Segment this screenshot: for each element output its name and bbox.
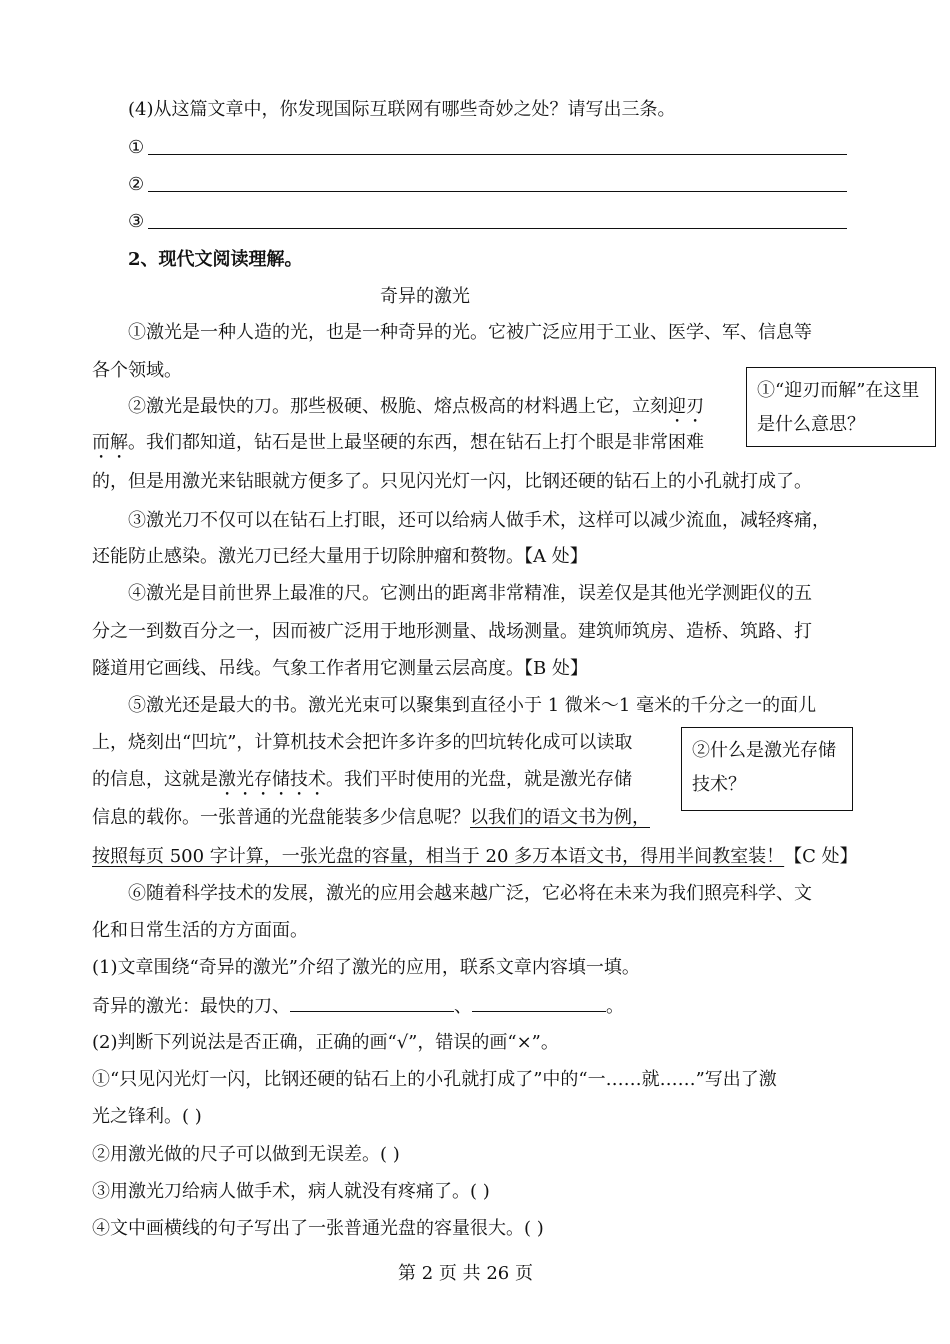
paragraph-5-line-2: 上，烧刻出“凹坑”，计算机技术会把许多许多的凹坑转化成可以读取 — [92, 732, 633, 753]
question-1: (1)文章围绕“奇异的激光”介绍了激光的应用，联系文章内容填一填。 — [92, 957, 640, 978]
paragraph-5-text-a: 的信息，这就是 — [92, 769, 218, 790]
paragraph-2-text-b: 。我们都知道，钻石是世上最坚硬的东西，想在钻石上打个眼是非常困难 — [128, 432, 704, 453]
paragraph-4-line-2: 分之一到数百分之一，因而被广泛用于地形测量、战场测量。建筑师筑房、造桥、筑路、打 — [92, 621, 812, 642]
paragraph-5-line-1: ⑤激光还是最大的书。激光光束可以聚集到直径小于 1 微米～1 毫米的千分之一的面儿 — [128, 695, 817, 716]
paragraph-5-marker-c: 【C 处】 — [784, 846, 858, 867]
question-2-item-4[interactable]: ④文中画横线的句子写出了一张普通光盘的容量很大。( ) — [92, 1218, 544, 1239]
paragraph-1-line-1: ①激光是一种人造的光，也是一种奇异的光。它被广泛应用于工业、医学、军、信息等 — [128, 322, 812, 343]
underlined-sentence-part-2: 按照每页 500 字计算，一张光盘的容量，相当于 20 多万本语文书，得用半间教室装！ — [92, 846, 785, 867]
underlined-sentence-part-1: 以我们的语文书为例， — [470, 807, 650, 828]
q4-blank-3-label: ③ — [128, 211, 145, 232]
dotted-term-1a: 迎刃 — [668, 396, 704, 417]
question-1-fill-line — [92, 993, 624, 1019]
paragraph-5-line-5 — [92, 845, 858, 869]
paragraph-5-text-c: 信息的载你。一张普通的光盘能装多少信息呢？ — [92, 807, 470, 828]
question-2-item-1-line-1: ①“只见闪光灯一闪，比钢还硬的钻石上的小孔就打成了”中的“一……就……”写出了激 — [92, 1069, 777, 1090]
paragraph-2-line-3: 的，但是用激光来钻眼就方便多了。只见闪光灯一闪，比钢还硬的钻石上的小孔就打成了。 — [92, 471, 812, 492]
q4-answer-line-3[interactable] — [148, 228, 847, 229]
question-2: (2)判断下列说法是否正确，正确的画“√”，错误的画“×”。 — [92, 1032, 559, 1053]
paragraph-6-line-1: ⑥随着科学技术的发展，激光的应用会越来越广泛，它必将在未来为我们照亮科学、文 — [128, 883, 812, 904]
question-2-item-1-line-2[interactable]: 光之锋利。( ) — [92, 1106, 202, 1127]
paragraph-1-line-2: 各个领域。 — [92, 360, 182, 381]
section-heading: 2、现代文阅读理解。 — [128, 249, 303, 270]
paragraph-2-line-2 — [92, 431, 704, 463]
q4-blank-2-label: ② — [128, 174, 145, 195]
q4-blank-1-label: ① — [128, 137, 145, 158]
page-number: 第 2 页 共 26 页 — [398, 1263, 533, 1284]
q4-answer-line-1[interactable] — [148, 154, 847, 155]
paragraph-2-text-a: ②激光是最快的刀。那些极硬、极脆、熔点极高的材料遇上它，立刻 — [128, 396, 668, 417]
paragraph-5-text-b: 。我们平时使用的光盘，就是激光存储 — [326, 769, 632, 790]
paragraph-3-line-2: 还能防止感染。激光刀已经大量用于切除肿瘤和赘物。【A 处】 — [92, 546, 588, 567]
paragraph-2-line-1 — [128, 395, 704, 427]
fill-blank-2[interactable] — [472, 993, 606, 1012]
paragraph-6-line-2: 化和日常生活的方方面面。 — [92, 920, 308, 941]
paragraph-5-line-4 — [92, 806, 650, 830]
q4-prompt: (4)从这篇文章中，你发现国际互联网有哪些奇妙之处？请写出三条。 — [128, 99, 676, 120]
paragraph-4-line-1: ④激光是目前世界上最准的尺。它测出的距离非常精准，误差仅是其他光学测距仪的五 — [128, 583, 812, 604]
question-1-fill-sep: 、 — [454, 996, 472, 1017]
dotted-term-1b: 而解 — [92, 432, 128, 453]
paragraph-4-line-3: 隧道用它画线、吊线。气象工作者用它测量云层高度。【B 处】 — [92, 658, 588, 679]
annotation-note-2: ②什么是激光存储技术？ — [681, 727, 853, 811]
question-1-fill-end: 。 — [606, 996, 624, 1017]
question-2-item-2[interactable]: ②用激光做的尺子可以做到无误差。( ) — [92, 1144, 400, 1165]
annotation-note-1: ①“迎刃而解”在这里是什么意思？ — [746, 367, 936, 447]
question-1-fill-prefix: 奇异的激光：最快的刀、 — [92, 996, 290, 1017]
article-title: 奇异的激光 — [380, 286, 470, 307]
paragraph-5-line-3 — [92, 768, 632, 800]
q4-answer-line-2[interactable] — [148, 191, 847, 192]
dotted-term-2: 激光存储技术 — [218, 769, 326, 790]
fill-blank-1[interactable] — [290, 993, 454, 1012]
paragraph-3-line-1: ③激光刀不仅可以在钻石上打眼，还可以给病人做手术，这样可以减少流血，减轻疼痛， — [128, 510, 830, 531]
question-2-item-3[interactable]: ③用激光刀给病人做手术，病人就没有疼痛了。( ) — [92, 1181, 490, 1202]
